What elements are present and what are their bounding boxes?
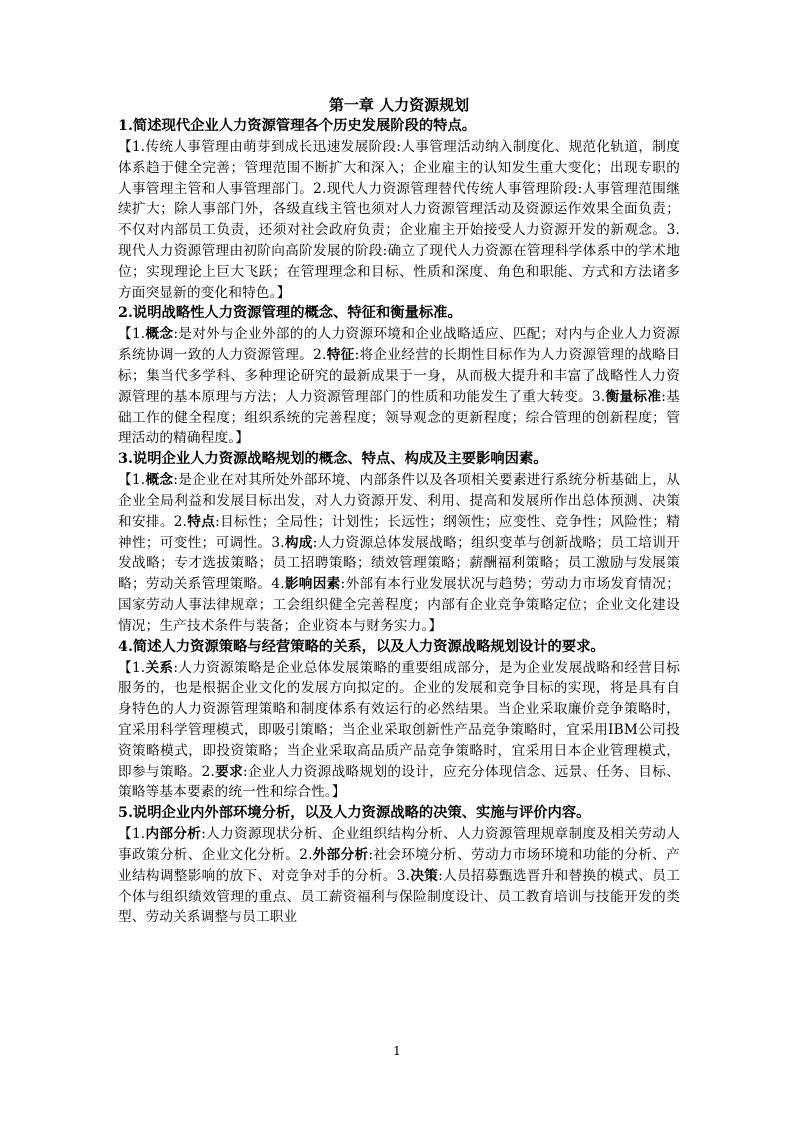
question-heading: 3.说明企业人力资源战略规划的概念、特点、构成及主要影响因素。 <box>118 451 548 468</box>
answer-text: :人员招募甄选晋升和替换的模式、员工个体与组织绩效管理的重点、员工薪资福利与保险制度设计、员工教育培训与技能开发的类型、劳动关系调整与员工职业 <box>118 867 680 926</box>
answer-keyword: 内部分析 <box>145 826 202 843</box>
question-heading: 2.说明战略性人力资源管理的概念、特征和衡量标准。 <box>118 305 462 322</box>
question-list <box>118 116 680 928</box>
answer-paragraph <box>118 470 680 636</box>
answer-text: 【1. <box>118 472 146 489</box>
answer-keyword: 影响因素 <box>284 576 341 593</box>
answer-text: :外部有本行业发展状况与趋势；劳动力市场发育情况；国家劳动人事法律规章；工会组织健全完善程度；内部有企业竞争策略定位；企业文化建设情况；生产技术条件与装备；企业资本与财务实力。】 <box>118 576 680 634</box>
answer-keyword: 要求 <box>215 763 244 780</box>
answer-keyword: 概念 <box>145 472 174 489</box>
page-content <box>118 95 680 928</box>
answer-text: :将企业经营的长期性目标作为人力资源管理的战略目标；集当代多学科、多种理论研究的最新成果于一身，从而极大提升和丰富了战略性人力资源管理的基本原理与方法；人力资源管理部门的性质和功能发生了重大转变。3. <box>118 347 680 405</box>
answer-keyword: 特征 <box>326 347 355 364</box>
question-heading: 5.说明企业内外部环境分析，以及人力资源战略的决策、实施与评价内容。 <box>118 805 591 822</box>
chapter-title: 第一章 人力资源规划 <box>328 96 470 114</box>
answer-paragraph <box>118 324 680 449</box>
answer-text: :人力资源总体发展战略；组织变革与创新战略；员工培训开发战略；专才选拔策略；员工招聘策略；绩效管理策略；薪酬福利策略；员工激励与发展策略；劳动关系管理策略。4. <box>118 534 680 593</box>
answer-paragraph <box>118 824 680 928</box>
answer-keyword: 衡量标准 <box>605 388 662 405</box>
answer-keyword: 特点 <box>187 513 216 530</box>
question-heading: 4.简述人力资源策略与经营策略的关系，以及人力资源战略规划设计的要求。 <box>118 638 605 655</box>
answer-text: :基础工作的健全程度；组织系统的完善程度；领导观念的更新程度；综合管理的创新程度；管理活动的精确程度。】 <box>118 388 681 447</box>
answer-text: 【1.传统人事管理由萌芽到成长迅速发展阶段:人事管理活动纳入制度化、规范化轨道，制度体系趋于健全完善；管理范围不断扩大和深入；企业雇主的认知发生重大变化；出现专职的人事管理主管和人事管理部门。2.现代人力资源管理替代传统人事管理阶段:人事管理范围继续扩大；除人事部门外，各级直线主管也须对人力资源管理活动及资源运作效果全面负责；不仅对内部员工负责，还须对社会政府负责；企业雇主开始接受人力资源开发的新观念。3.现代人力资源管理由初阶向高阶发展的阶段:确立了现代人力资源在管理科学体系中的学术地位；实现理论上巨大飞跃；在管理理念和目标、性质和深度、角色和职能、方式和方法诸多方面突显新的变化和特色。】 <box>118 139 680 301</box>
answer-keyword: 概念 <box>145 326 174 343</box>
answer-keyword: 构成 <box>284 534 313 551</box>
question-heading: 1.简述现代企业人力资源管理各个历史发展阶段的特点。 <box>118 118 477 134</box>
answer-paragraph <box>118 137 680 303</box>
answer-text: :企业人力资源战略规划的设计，应充分体现信念、远景、任务、目标、策略等基本要素的统一性和综合性。】 <box>118 763 680 801</box>
answer-text: :社会环境分析、劳动力市场环境和功能的分析、产业结构调整影响的放下、对竞争对手的分析。3. <box>118 846 680 884</box>
answer-text: 【1. <box>118 659 146 676</box>
answer-text: :目标性；全局性；计划性；长远性；纲领性；应变性、竞争性；风险性；精神性；可变性；可调性。3. <box>118 513 680 551</box>
answer-text: :是企业在对其所处外部环境、内部条件以及各项相关要素进行系统分析基础上，从企业全局利益和发展目标出发，对人力资源开发、利用、提高和发展所作出总体预测、决策和安排。2. <box>118 472 680 530</box>
page-number: 1 <box>393 1044 401 1058</box>
answer-text: 【1. <box>118 326 146 343</box>
answer-keyword: 关系 <box>145 659 174 676</box>
answer-text: :是对外与企业外部的的人力资源环境和企业战略适应、匹配；对内与企业人力资源系统协调一致的人力资源管理。2. <box>118 326 680 364</box>
answer-text: 【1. <box>118 826 146 843</box>
answer-keyword: 决策 <box>410 867 439 884</box>
answer-paragraph <box>118 658 680 804</box>
answer-text: :人力资源现状分析、企业组织结构分析、人力资源管理规章制度及相关劳动人事政策分析、企业文化分析。2. <box>118 826 680 863</box>
answer-text: :人力资源策略是企业总体发展策略的重要组成部分，是为企业发展战略和经营目标服务的，也是根据企业文化的发展方向拟定的。企业的发展和竞争目标的实现，将是具有自身特色的人力资源管理策略和制度体系有效运行的必然结果。当企业采取廉价竞争策略时，宜采用科学管理模式，即吸引策略；当企业采取创新性产品竞争策略时，宜采用IBM公司投资策略模式，即投资策略；当企业采取高品质产品竞争策略时，宜采用日本企业管理模式，即参与策略。2. <box>118 659 680 780</box>
answer-keyword: 外部分析 <box>312 846 369 863</box>
